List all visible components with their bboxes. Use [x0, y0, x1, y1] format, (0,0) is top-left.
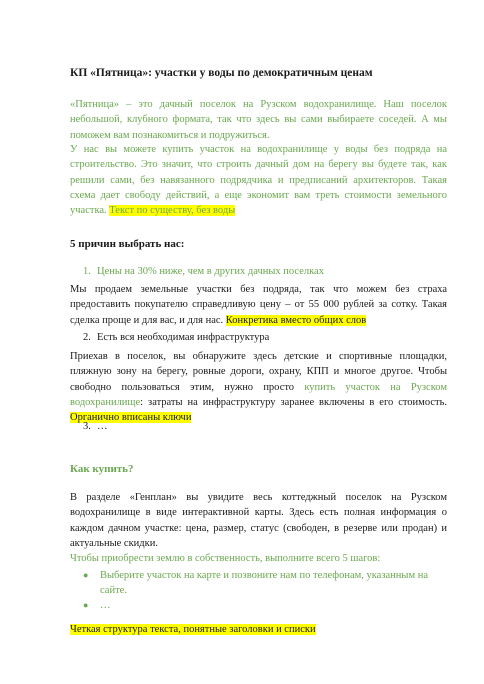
list-item — [83, 419, 108, 434]
intro-paragraph-2 — [70, 142, 447, 218]
reason-1-text: Мы продаем земельные участки без подряда, так что можем без страха предоставить покупателю справедливую цену – от 55 000 рублей за сотку. Такая сделка проще и для вас, и для нас. — [70, 284, 447, 326]
intro-paragraph: «Пятница» – это дачный поселок на Рузском водохранилище. Наш поселок небольшой, клубного формата, так что здесь вы сами выбираете соседей. А мы поможем вам познакомиться и подружиться. — [70, 99, 447, 141]
intro-paragraph-2-text: У нас вы можете купить участок на водохранилище у воды без подряда на строительство. Это значит, что строить дачный дом на берегу вы будете так, как решили сами, без навязанного подрядчика и предписаний архитекторов. Такая схема дает свободу действий, а еще экономит вам треть стоимости земельного участка. — [70, 144, 447, 217]
keyword-link[interactable]: купить участок на Рузском водохранилище — [70, 381, 447, 408]
annotation-highlight: Четкая структура текста, понятные заголовки и списки — [70, 624, 316, 635]
reason-2-text-a: Приехав в поселок, вы обнаружите здесь детские и спортивные площадки, пляжную зону на берегу, ровные дороги, охрану, КПП и многое другое. Чтобы свободно пользоваться этим, нужно просто — [70, 351, 447, 393]
page-title: КП «Пятница»: участки у воды по демократичным ценам — [70, 67, 373, 79]
list-number: 3. — [83, 421, 91, 432]
reason-2-text-b: : затраты на инфраструктуру заранее включены в его стоимость. — [140, 396, 447, 408]
bullet-icon: ● — [83, 600, 89, 610]
list-item — [83, 330, 269, 345]
list-number: 1. — [83, 266, 91, 277]
list-item-text: Цены на 30% ниже, чем в других дачных поселках — [97, 266, 324, 277]
reason-2-paragraph — [70, 349, 447, 425]
bullet-icon: ● — [83, 570, 89, 580]
bullet-text: Выберите участок на карте и позвоните нам по телефонам, указанным на сайте. — [100, 570, 428, 596]
list-item-text: Есть вся необходимая инфраструктура — [97, 332, 270, 343]
list-item-text: … — [97, 421, 108, 432]
annotation-highlight: Конкретика вместо общих слов — [225, 314, 367, 326]
list-item — [83, 264, 324, 279]
howto-heading: Как купить? — [70, 463, 134, 475]
reasons-heading: 5 причин выбрать нас: — [70, 238, 185, 250]
howto-paragraph: В разделе «Генплан» вы увидите весь коттеджный поселок на Рузском водохранилище в виде интерактивной карты. Здесь есть полная информация о каждом дачном участке: цена, размер, статус (свободен, в резерве или продан) и актуальные скидки. — [70, 492, 447, 549]
annotation-highlight: Текст по существу, без воды — [109, 205, 236, 217]
steps-intro: Чтобы приобрести землю в собственность, выполните всего 5 шагов: — [70, 553, 381, 564]
annotation-highlight: Органично вписаны ключи — [70, 412, 192, 424]
bullet-item — [83, 598, 111, 613]
reason-1-paragraph — [70, 282, 447, 328]
footer-annotation — [70, 622, 316, 637]
list-number: 2. — [83, 332, 91, 343]
bullet-item — [83, 568, 447, 598]
bullet-text: … — [100, 600, 111, 611]
